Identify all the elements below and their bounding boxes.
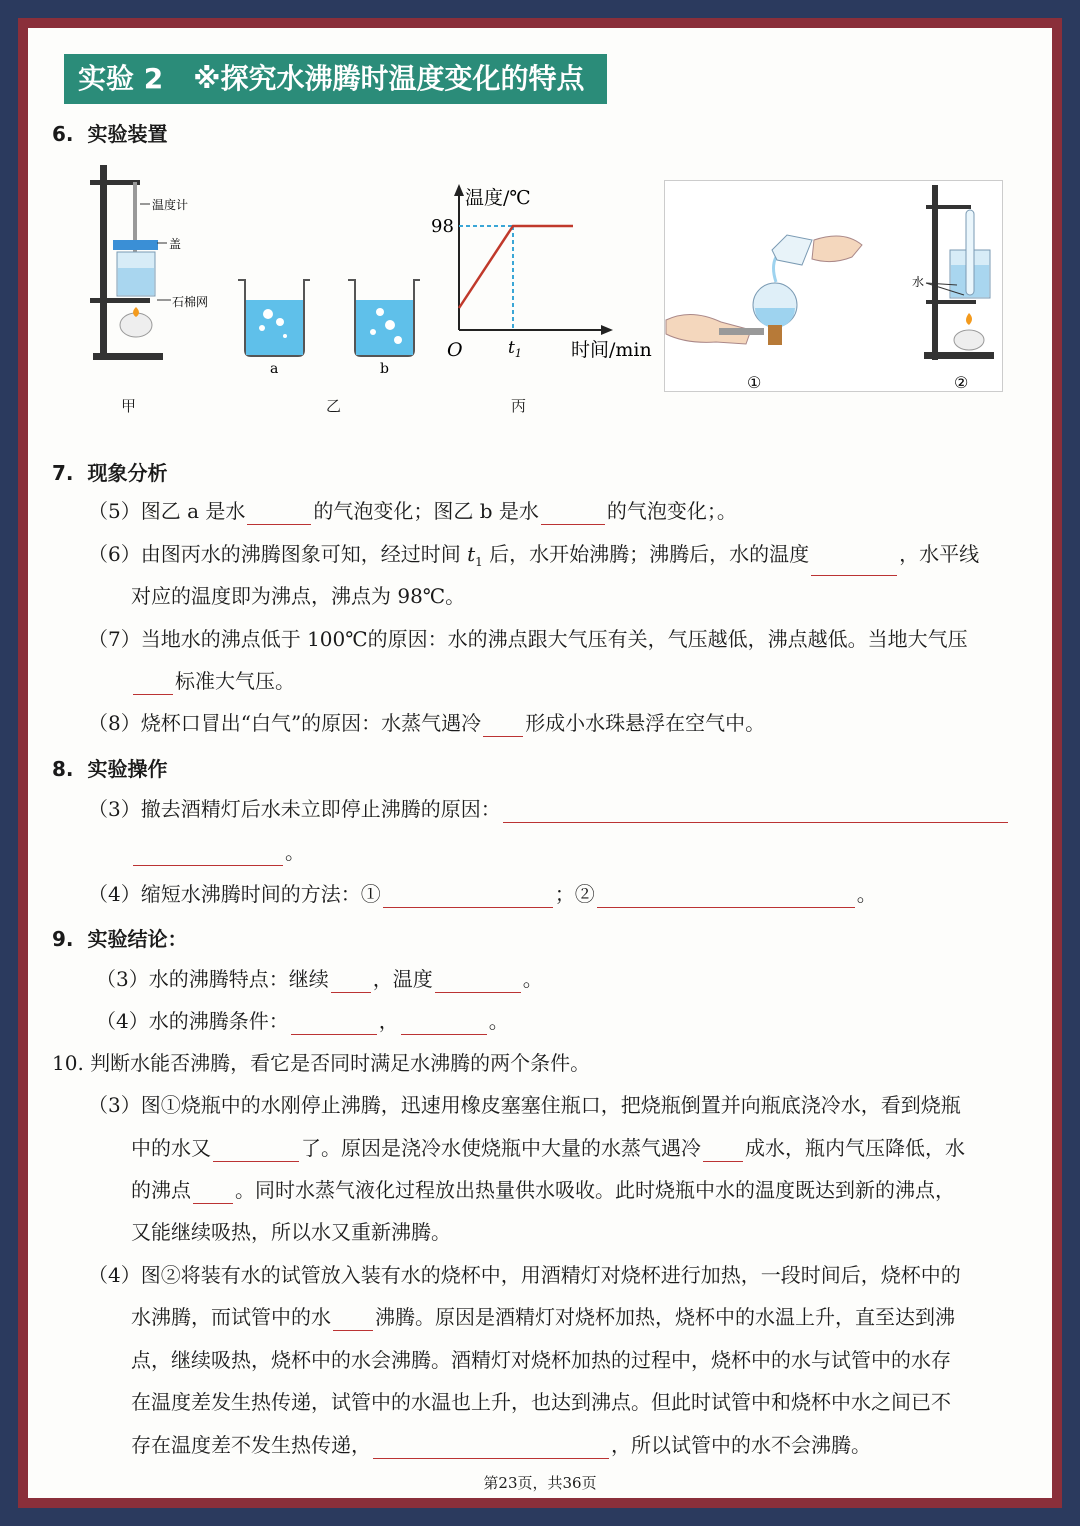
figure-flask-and-tube [664,180,1004,392]
beaker-a [238,280,310,356]
s7-item-6: （6）由图丙水的沸腾图象可知，经过时间 $t_1$ 后，水开始沸腾；沸腾后，水的温度 ，水平线 [88,540,979,576]
s10-intro: 10. 判断水能否沸腾，看它是否同时满足水沸腾的两个条件。 [52,1051,591,1075]
s7-item-5: （5）图乙 a 是水 的气泡变化；图乙 b 是水 的气泡变化；。 [88,499,737,523]
s10-item-4-line4: 在温度差发生热传递，试管中的水温也上升，也达到沸点。但此时试管中和烧杯中水之间已不 [131,1390,951,1414]
s10-item-4-line1: （4）图②将装有水的试管放入装有水的烧杯中，用酒精灯对烧杯进行加热，一段时间后，烧杯中的 [88,1263,961,1287]
tick-origin: O [447,339,463,361]
blank-8-3b[interactable] [133,843,283,866]
x-axis-arrow [601,325,613,335]
s10-item-3-line1: （3）图①烧瓶中的水刚停止沸腾，迅速用橡皮塞塞住瓶口，把烧瓶倒置并向瓶底浇冷水，看到烧瓶 [88,1093,961,1117]
blank-5b[interactable] [541,502,605,525]
blank-9-3a[interactable] [331,970,371,993]
s10-item-3-line3: 的沸点 。同时水蒸气液化过程放出热量供水吸收。此时烧瓶中水的温度既达到新的沸点， [131,1178,955,1202]
blank-8-3a[interactable] [503,800,1008,823]
stand-rod [100,165,107,360]
s7-item-6-cont: 对应的温度即为沸点，沸点为 98℃。 [131,584,466,608]
s10-item-4-line2: 水沸腾，而试管中的水 沸腾。原因是酒精灯对烧杯加热，烧杯中的水温上升，直至达到沸 [131,1305,955,1329]
s7-item-8: （8）烧杯口冒出“白气”的原因：水蒸气遇冷 形成小水珠悬浮在空气中。 [88,711,766,735]
tick-t1: $t_1$ [508,338,522,360]
s8-item-4: （4）缩短水沸腾时间的方法：① ；② 。 [88,882,877,906]
label-thermometer: 温度计 [152,198,189,212]
s10-item-3-line2: 中的水又 了。原因是浇冷水使烧瓶中大量的水蒸气遇冷 成水，瓶内气压降低，水 [131,1136,965,1160]
blank-8[interactable] [483,714,523,737]
s9-item-4: （4）水的沸腾条件： ， 。 [96,1009,509,1033]
section-6-heading: 6. 实验装置 [52,122,168,146]
title-experiment-number: 实验 2 [78,62,164,95]
blank-10-3a[interactable] [213,1139,299,1162]
blank-10-4b[interactable] [373,1436,609,1459]
s8-item-3: （3）撤去酒精灯后水未立即停止沸腾的原因： [88,795,1010,823]
blank-8-4a[interactable] [383,885,553,908]
s10-item-4-line5: 存在温度差不发生热传递， ，所以试管中的水不会沸腾。 [131,1433,871,1457]
label-lid: 盖 [169,237,182,251]
section-8-heading: 8. 实验操作 [52,757,168,781]
chart-xlabel: 时间/min [571,339,652,361]
title-topic: ※探究水沸腾时温度变化的特点 [193,62,585,95]
temperature-series-line [459,226,573,308]
label-water: 水 [912,275,925,289]
stand-base [93,353,163,360]
blank-10-4a[interactable] [333,1308,373,1331]
section-7-heading: 7. 现象分析 [52,461,168,485]
label-a: a [270,361,279,377]
label-gauze: 石棉网 [172,295,209,309]
blank-5a[interactable] [247,502,311,525]
blank-9-4b[interactable] [401,1012,487,1035]
s7-item-7: （7）当地水的沸点低于 100℃的原因：水的沸点跟大气压有关，气压越低，沸点越低。当地大气压 [88,627,968,651]
caption-yi: 乙 [326,397,342,415]
figure-jia-apparatus [85,160,225,370]
chart-ylabel: 温度/℃ [465,187,531,209]
caption-jia: 甲 [121,397,137,415]
blank-9-3b[interactable] [435,970,521,993]
s10-item-3-line4: 又能继续吸热，所以水又重新沸腾。 [131,1220,451,1244]
blank-8-4b[interactable] [597,885,855,908]
blank-10-3c[interactable] [193,1181,233,1204]
page-number: 第23页，共36页 [483,1474,597,1492]
section-title-band [64,54,607,104]
s10-item-4-line3: 点，继续吸热，烧杯中的水会沸腾。酒精灯对烧杯加热的过程中，烧杯中的水与试管中的水存 [131,1348,951,1372]
s9-item-3: （3）水的沸腾特点：继续 ，温度 。 [96,967,543,991]
blank-6[interactable] [811,553,897,576]
lid [113,240,158,250]
figure-bing-chart [425,178,660,373]
caption-bing: 丙 [511,397,527,415]
beaker-b [348,280,420,356]
s7-item-7-cont: 标准大气压。 [131,667,295,695]
caption-1: ① [747,373,762,392]
blank-7[interactable] [133,672,173,695]
figure-yi-beakers [230,270,430,380]
section-9-heading: 9. 实验结论： [52,927,188,951]
tick-98: 98 [431,216,454,237]
blank-10-3b[interactable] [703,1139,743,1162]
y-axis-arrow [454,184,464,196]
s8-item-3-cont: 。 [131,838,305,866]
caption-2: ② [954,373,969,392]
label-b: b [380,361,389,377]
blank-9-4a[interactable] [291,1012,377,1035]
